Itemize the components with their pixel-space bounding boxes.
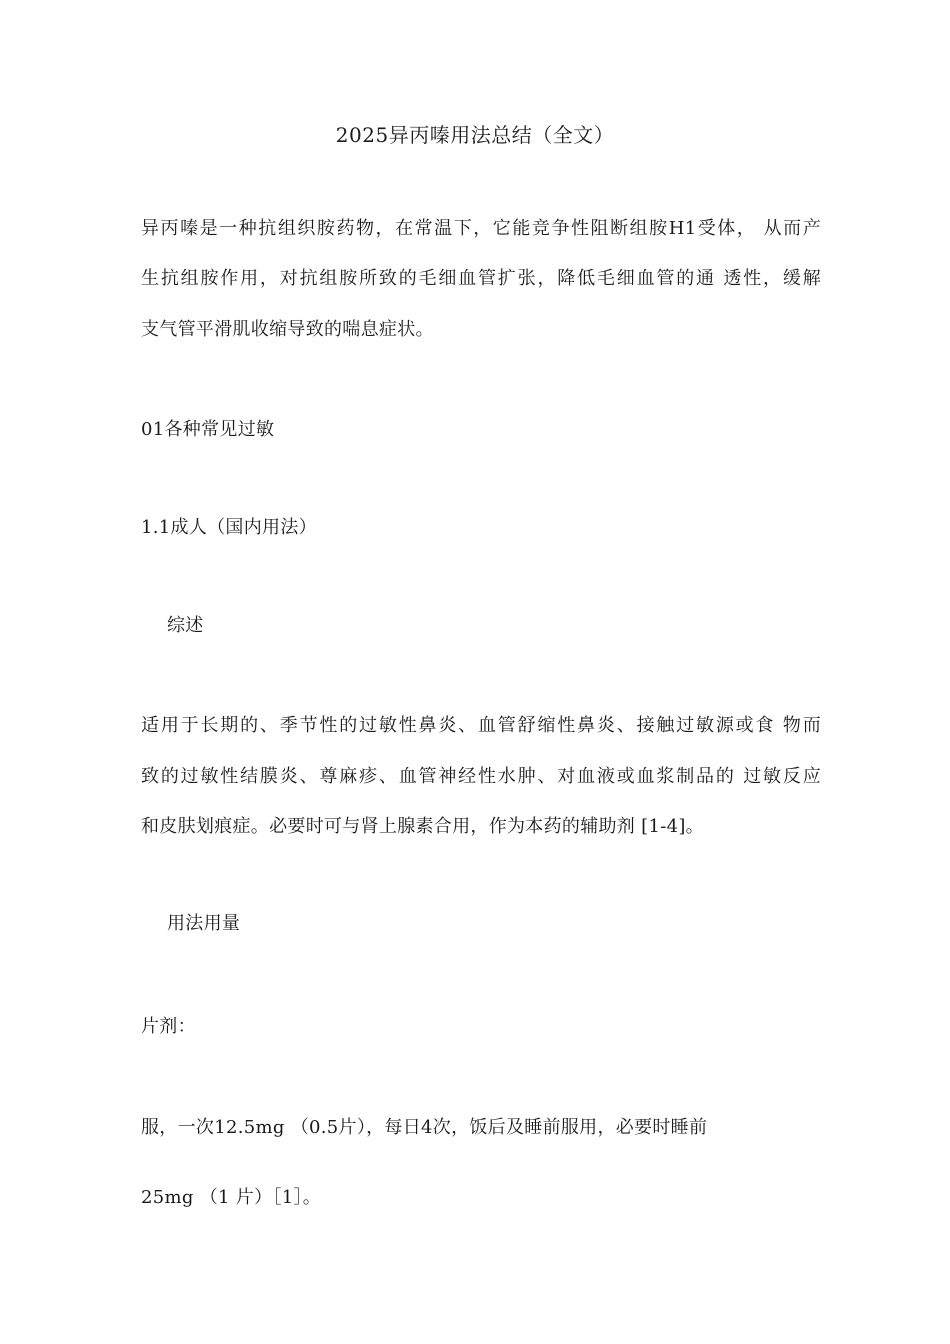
document-title: 2025异丙嗪用法总结（全文） — [335, 123, 615, 147]
summary-line-3: 和皮肤划痕症。必要时可与肾上腺素合用，作为本药的辅助剂 [1-4]。 — [141, 816, 704, 837]
tablet-label: 片剂： — [141, 1016, 196, 1037]
section-heading: 01各种常见过敏 — [141, 419, 275, 440]
dosage-line-1: 服，一次12.5mg （0.5片），每日4次，饭后及睡前服用，必要时睡前 — [141, 1117, 708, 1138]
summary-line-1: 适用于长期的、季节性的过敏性鼻炎、血管舒缩性鼻炎、接触过敏源或食 物而 — [141, 715, 821, 736]
subsection-heading: 1.1成人（国内用法） — [141, 517, 317, 538]
dosage-label: 用法用量 — [167, 913, 241, 934]
intro-line-3: 支气管平滑肌收缩导致的喘息症状。 — [141, 319, 434, 340]
summary-line-2: 致的过敏性结膜炎、尊麻疹、血管神经性水肿、对血液或血浆制品的 过敏反应 — [141, 766, 821, 787]
dosage-line-2: 25mg （1 片）［1］。 — [141, 1187, 322, 1208]
summary-label: 综述 — [167, 615, 204, 636]
intro-line-2: 生抗组胺作用，对抗组胺所致的毛细血管扩张，降低毛细血管的通 透性，缓解 — [141, 268, 821, 289]
intro-line-1: 异丙嗪是一种抗组织胺药物，在常温下，它能竞争性阻断组胺H1受体， 从而产 — [141, 218, 821, 239]
